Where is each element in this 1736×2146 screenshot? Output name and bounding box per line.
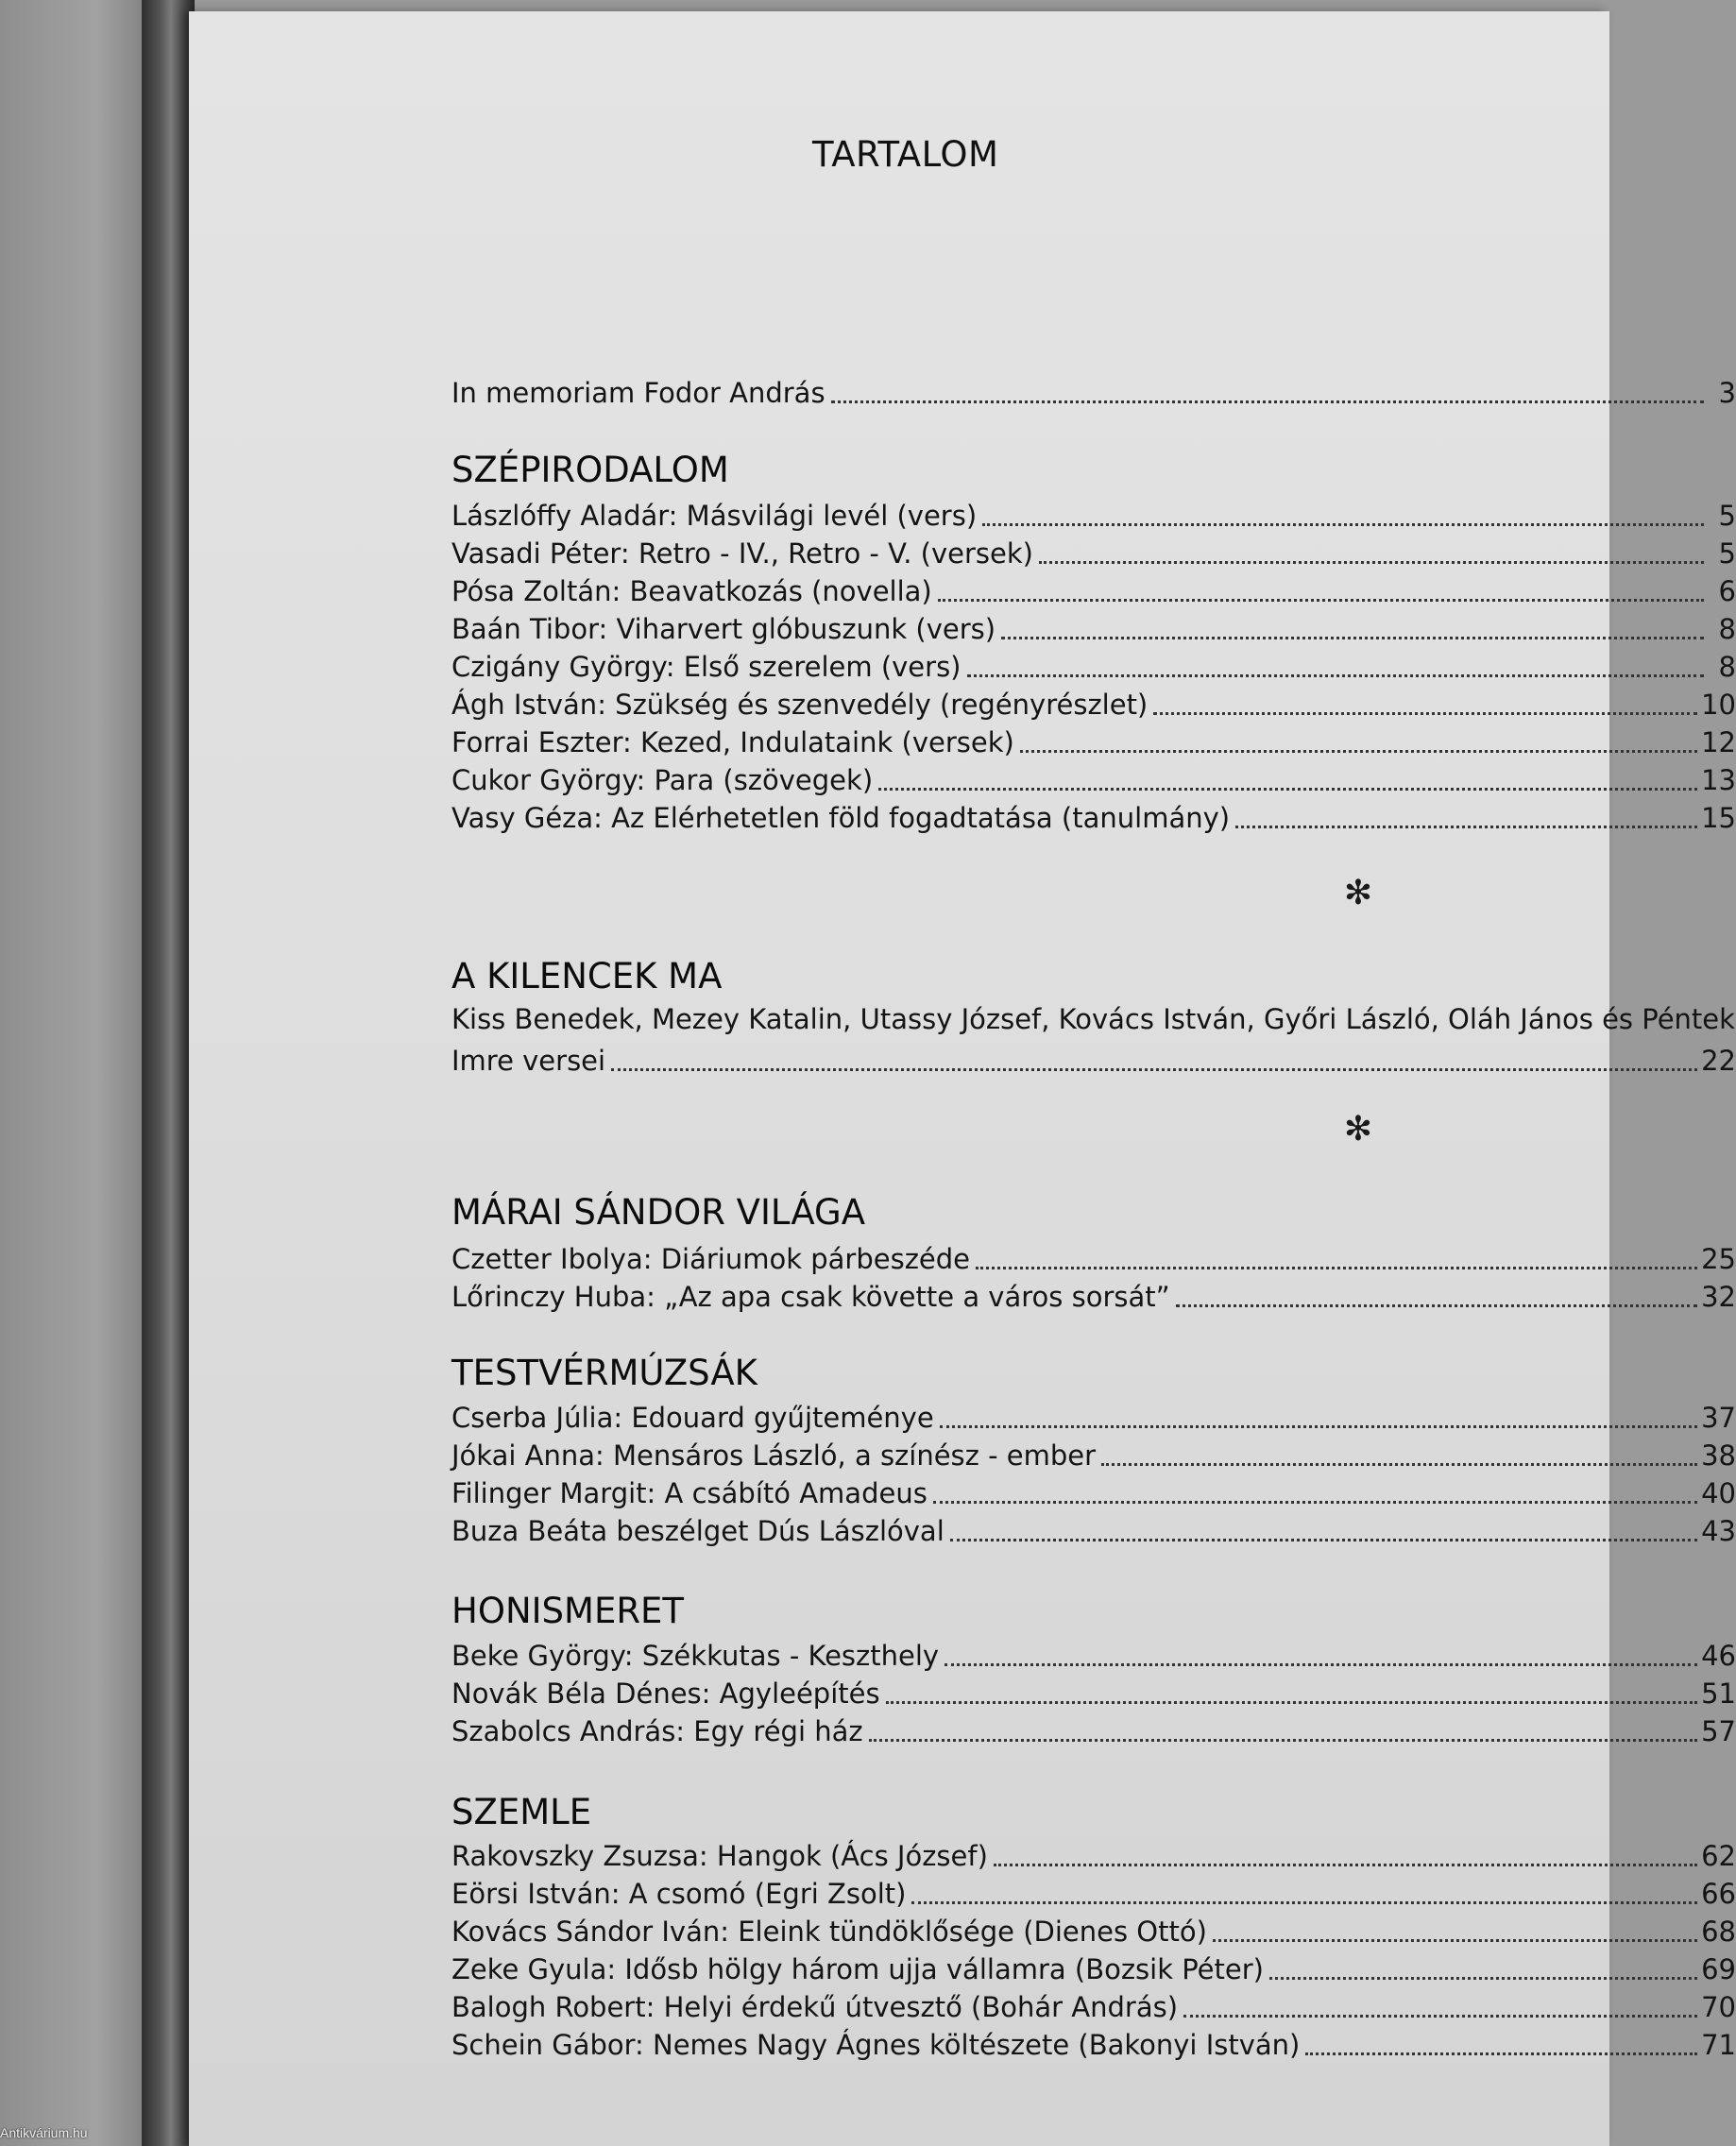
toc-entry [451,1950,1736,1987]
toc-entry [451,534,1736,571]
entry-page-number: 13 [1701,764,1736,796]
toc-entry [451,571,1736,609]
toc-entry [451,1912,1736,1950]
watermark-text: Antikvárium.hu [0,2125,88,2140]
dot-leader [869,1739,1697,1742]
entry-page-number: 40 [1701,1477,1736,1509]
entry-title: Eörsi István: A csomó (Egri Zsolt) [451,1878,907,1910]
dot-leader [886,1701,1698,1704]
dot-leader [967,674,1705,677]
entry-title: Kovács Sándor Iván: Eleink tündöklősége (Dienes Ottó) [451,1916,1207,1948]
entry-title: Zeke Gyula: Idősb hölgy három ujja vállamra (Bozsik Péter) [451,1953,1264,1985]
section-heading: SZÉPIRODALOM [451,450,729,490]
entry-title: Schein Gábor: Nemes Nagy Ágnes költészete (Bakonyi István) [451,2029,1301,2061]
toc-entry [451,1277,1736,1315]
entry-page-number: 43 [1701,1515,1736,1547]
entry-page-number: 22 [1701,1045,1736,1077]
section-heading: MÁRAI SÁNDOR VILÁGA [451,1192,866,1233]
entry-title: Lászlóffy Aladár: Másvilági levél (vers) [451,500,978,532]
dot-leader [1020,750,1697,753]
dot-leader [938,599,1704,602]
dot-leader [1305,2052,1697,2055]
toc-entry [451,373,1736,411]
entry-title: Pósa Zoltán: Beavatkozás (novella) [451,575,932,607]
entry-title: In memoriam Fodor András [451,377,825,409]
entry-title: Czetter Ibolya: Diáriumok párbeszéde [451,1243,971,1275]
entry-title: Forrai Eszter: Kezed, Indulataink (versek) [451,726,1014,758]
entry-title: Balogh Robert: Helyi érdekű útvesztő (Bohár András) [451,1991,1179,2023]
toc-entry [451,1511,1736,1549]
entry-page-number: 10 [1701,689,1736,721]
entry-page-number: 32 [1701,1281,1736,1313]
toc-entry [451,1874,1736,1912]
entry-page-number: 70 [1701,1991,1736,2023]
section-heading: TESTVÉRMÚZSÁK [451,1353,757,1393]
entry-page-number: 3 [1718,377,1736,409]
toc-entry [451,798,1736,836]
section-divider-asterisk: ✻ [1343,1110,1373,1149]
toc-entry [451,760,1736,798]
entry-page-number: 6 [1718,575,1736,607]
entry-page-number: 5 [1718,537,1736,570]
toc-entry [451,496,1736,534]
dot-leader [994,1864,1697,1866]
entry-title: Baán Tibor: Viharvert glóbuszunk (vers) [451,613,996,645]
entry-title: Imre versei [451,1045,606,1077]
dot-leader [945,1663,1697,1666]
entry-title: Lőrinczy Huba: „Az apa csak követte a város sorsát” [451,1281,1170,1313]
toc-entry [451,1712,1736,1749]
dot-leader [1269,1977,1697,1980]
dot-leader [933,1501,1697,1504]
toc-entry [451,1239,1736,1277]
entry-title: Cserba Júlia: Edouard gyűjteménye [451,1402,934,1434]
entry-page-number: 5 [1718,500,1736,532]
entry-page-number: 37 [1701,1402,1736,1434]
toc-entry [451,685,1736,723]
entry-page-number: 8 [1718,651,1736,683]
toc-entry [451,647,1736,685]
dot-leader [1101,1463,1697,1466]
toc-entry [451,1836,1736,1874]
dot-leader [1183,2015,1697,2018]
entry-title: Novák Béla Dénes: Agyleépítés [451,1678,880,1710]
entry-page-number: 62 [1701,1840,1736,1872]
document-page [189,11,1736,2146]
entry-page-number: 15 [1701,802,1736,834]
entry-page-number: 71 [1701,2029,1736,2061]
entry-title: Szabolcs András: Egy régi ház [451,1715,863,1747]
entry-page-number: 69 [1701,1953,1736,1985]
entry-page-number: 57 [1701,1715,1736,1747]
dot-leader [982,523,1704,526]
background-surface [0,0,161,2146]
entry-title: Cukor György: Para (szövegek) [451,764,874,796]
entry-title: Czigány György: Első szerelem (vers) [451,651,962,683]
toc-entry [451,723,1736,760]
entry-title: Filinger Margit: A csábító Amadeus [451,1477,928,1509]
toc-entry [451,1674,1736,1712]
toc-entry [451,1473,1736,1511]
page-title: TARTALOM [812,134,999,175]
entry-page-number: 8 [1718,613,1736,645]
toc-entry [451,1041,1736,1079]
entry-page-number: 46 [1701,1640,1736,1672]
dot-leader [1213,1939,1697,1942]
dot-leader [950,1539,1697,1541]
section-divider-asterisk: ✻ [1343,874,1373,912]
dot-leader [1235,826,1697,828]
dot-leader [911,1901,1697,1904]
entry-title: Buza Beáta beszélget Dús Lászlóval [451,1515,945,1547]
entry-page-number: 68 [1701,1916,1736,1948]
entry-page-number: 66 [1701,1878,1736,1910]
dot-leader [611,1068,1697,1071]
toc-entry [451,1398,1736,1436]
entry-page-number: 12 [1701,726,1736,758]
dot-leader [1001,637,1704,639]
section-heading: HONISMERET [451,1591,685,1631]
toc-entry [451,2025,1736,2063]
toc-entry [451,1636,1736,1674]
entry-title: Vasadi Péter: Retro - IV., Retro - V. (versek) [451,537,1033,570]
entry-title: Jókai Anna: Mensáros László, a színész - ember [451,1439,1097,1472]
entry-title: Beke György: Székkutas - Keszthely [451,1640,940,1672]
dot-leader [1039,561,1704,564]
section-heading: SZEMLE [451,1792,592,1832]
dot-leader [1176,1304,1697,1307]
entry-title: Rakovszky Zsuzsa: Hangok (Ács József) [451,1840,988,1872]
entry-title-first-line: Kiss Benedek, Mezey Katalin, Utassy József, Kovács István, Győri László, Oláh János és Péntek [451,1003,1735,1035]
entry-title: Vasy Géza: Az Elérhetetlen föld fogadtatása (tanulmány) [451,802,1231,834]
dot-leader [1153,712,1697,715]
book-spine [142,0,195,2146]
dot-leader [976,1267,1697,1269]
entry-title: Ágh István: Szükség és szenvedély (regényrészlet) [451,689,1149,721]
entry-page-number: 25 [1701,1243,1736,1275]
dot-leader [940,1425,1697,1428]
toc-entry [451,609,1736,647]
entry-page-number: 51 [1701,1678,1736,1710]
entry-page-number: 38 [1701,1439,1736,1472]
section-heading: A KILENCEK MA [451,956,723,996]
toc-entry [451,1987,1736,2025]
toc-entry [451,1436,1736,1473]
dot-leader [878,788,1697,791]
dot-leader [831,400,1704,403]
